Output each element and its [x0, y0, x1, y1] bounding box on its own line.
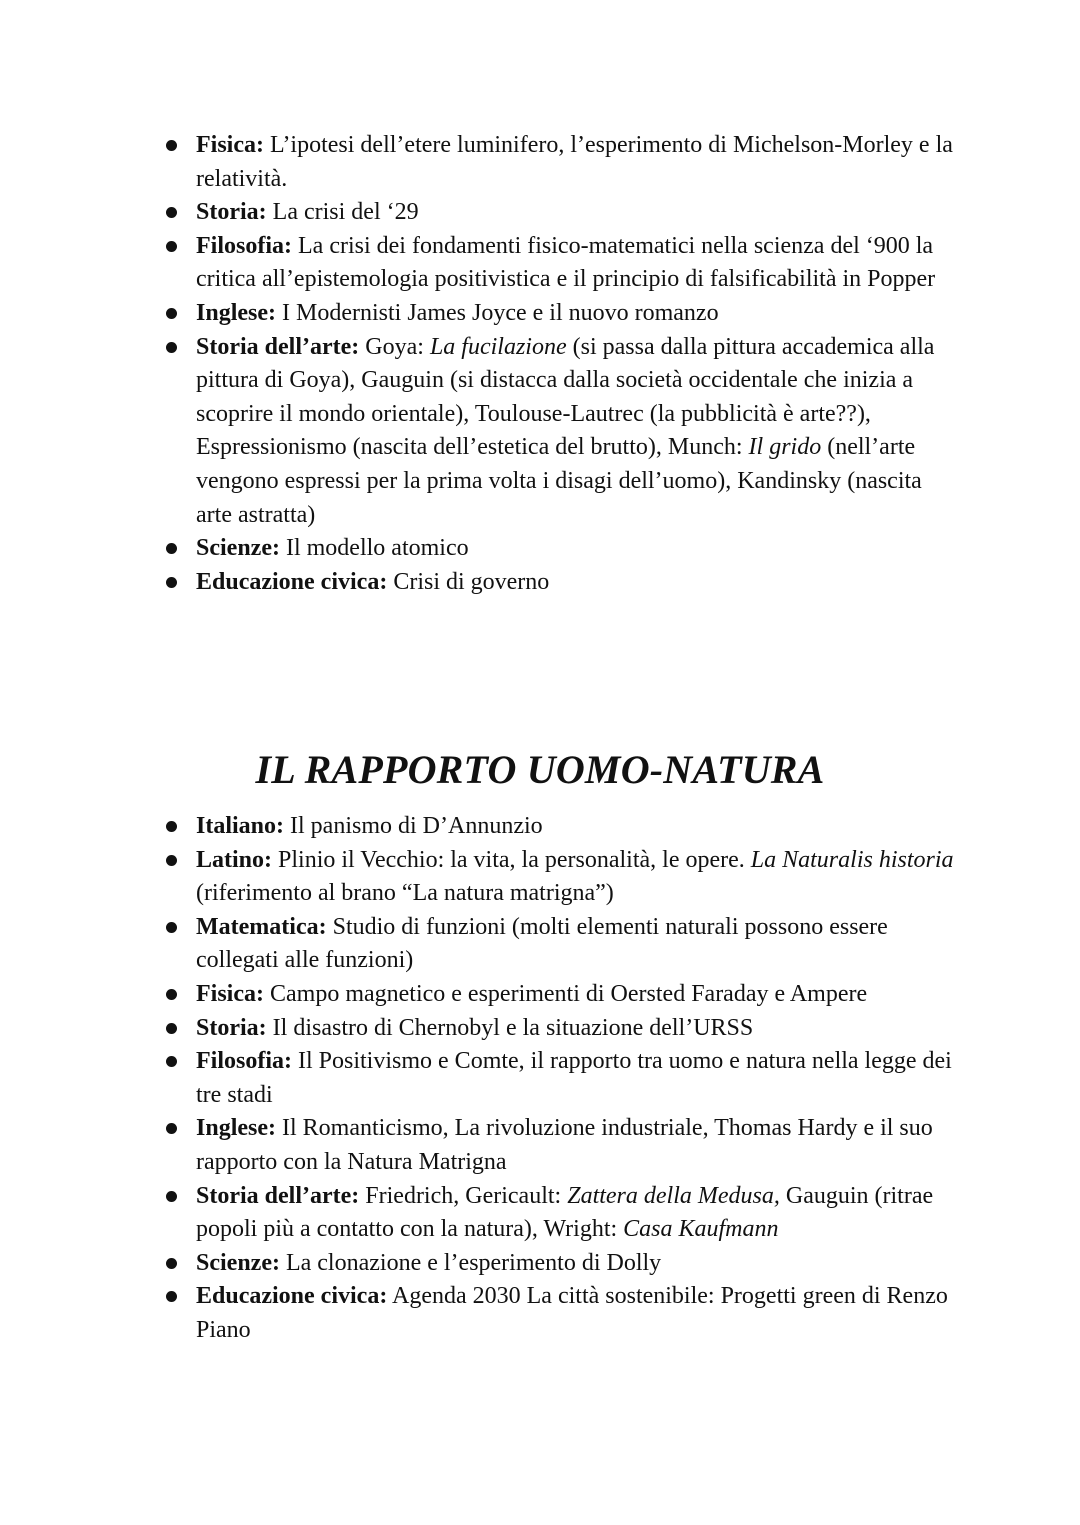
- subject-text: La clonazione e l’esperimento di Dolly: [285, 1249, 662, 1276]
- subject-label: Scienze:: [196, 535, 280, 562]
- list-item: [196, 1180, 956, 1247]
- subject-text: (si passa dalla pittura accademica alla pittura di Goya), Gauguin (si distacca dalla società occidentale che inizia a scoprire il mondo orientale), Toulouse-Lautrec (la pubblicità è arte??), Espressionismo (nascita dell’estetica del brutto), Munch:: [196, 333, 935, 461]
- subject-text: Gauguin (ritrae popoli più a contatto con la natura), Wright:: [196, 1182, 934, 1243]
- subject-label: Fisica:: [196, 980, 264, 1007]
- list-item: [196, 1112, 956, 1179]
- subject-label: Storia:: [196, 199, 267, 226]
- list-item: [196, 1012, 956, 1046]
- subject-text: Il Positivismo e Comte, il rapporto tra uomo e natura nella legge dei tre stadi: [196, 1048, 952, 1108]
- subject-label: Fisica:: [196, 132, 264, 158]
- list-item: [196, 196, 956, 230]
- list-item: [196, 1045, 956, 1112]
- list-item: [196, 810, 956, 844]
- artwork-title: Casa Kaufmann: [623, 1216, 779, 1243]
- subject-text: Il Romanticismo, La rivoluzione industriale, Thomas Hardy e il suo rapporto con la Natura Matrigna: [196, 1115, 933, 1175]
- subject-text: Il disastro di Chernobyl e la situazione dell’URSS: [272, 1014, 754, 1041]
- list-item: [196, 532, 956, 566]
- work-title: La Naturalis historia: [750, 846, 954, 873]
- subject-text: L’ipotesi dell’etere luminifero, l’esperimento di Michelson-Morley e la relatività.: [196, 132, 953, 192]
- subject-text: Agenda 2030 La città sostenibile: Progetti green di Renzo Piano: [196, 1283, 948, 1343]
- subject-label: Storia dell’arte:: [196, 333, 360, 360]
- subject-label: Latino:: [196, 846, 273, 873]
- artwork-title: La fucilazione: [429, 333, 567, 360]
- subject-text: Il panismo di D’Annunzio: [290, 813, 543, 839]
- artwork-title: Il grido: [748, 434, 822, 461]
- list-item: [196, 911, 956, 978]
- list-item: [196, 566, 956, 600]
- list-item: [196, 230, 956, 297]
- list-item: [196, 331, 956, 533]
- subject-label: Educazione civica:: [196, 568, 388, 595]
- list-item: [196, 1280, 956, 1347]
- subject-label: Inglese:: [196, 1115, 276, 1142]
- section-title: IL RAPPORTO UOMO-NATURA: [255, 747, 825, 792]
- list-item: [196, 844, 956, 911]
- subject-label: Italiano:: [196, 813, 285, 839]
- subject-text: Crisi di governo: [393, 568, 550, 595]
- subject-label: Inglese:: [196, 299, 276, 326]
- subject-text: Friedrich, Gericault:: [365, 1182, 562, 1209]
- subject-label: Filosofia:: [196, 1048, 292, 1075]
- list-item: [196, 297, 956, 331]
- subject-label: Scienze:: [196, 1249, 280, 1276]
- subject-text: Goya:: [365, 333, 424, 360]
- subject-label: Filosofia:: [196, 232, 292, 259]
- list-item: [196, 1247, 956, 1281]
- list-item: [196, 129, 956, 196]
- subject-text: Il modello atomico: [285, 535, 469, 562]
- subject-label: Storia:: [196, 1014, 267, 1041]
- subject-label: Storia dell’arte:: [196, 1182, 360, 1209]
- list-item: [196, 978, 956, 1012]
- subject-label: Matematica:: [196, 913, 327, 940]
- subject-text: (riferimento al brano “La natura matrigna”): [196, 880, 614, 907]
- artwork-title: Zattera della Medusa,: [567, 1182, 780, 1209]
- subject-text: Campo magnetico e esperimenti di Oersted Faraday e Ampere: [269, 980, 868, 1007]
- subject-text: Plinio il Vecchio: la vita, la personalità, le opere.: [278, 846, 745, 873]
- subject-text: Studio di funzioni (molti elementi naturali possono essere collegati alle funzioni): [196, 913, 888, 974]
- subject-text: La crisi del ‘29: [272, 199, 419, 226]
- subject-text: I Modernisti James Joyce e il nuovo romanzo: [282, 299, 719, 326]
- topic-list-man-nature: [196, 810, 956, 1348]
- topic-list-crisis: [196, 129, 956, 599]
- subject-label: Educazione civica:: [196, 1283, 388, 1310]
- subject-text: La crisi dei fondamenti fisico-matematici nella scienza del ‘900 la critica all’epistemologia positivistica e il principio di falsificabilità in Popper: [196, 232, 936, 293]
- subject-text: (nell’arte vengono espressi per la prima volta i disagi dell’uomo), Kandinsky (nascita arte astratta): [196, 434, 922, 528]
